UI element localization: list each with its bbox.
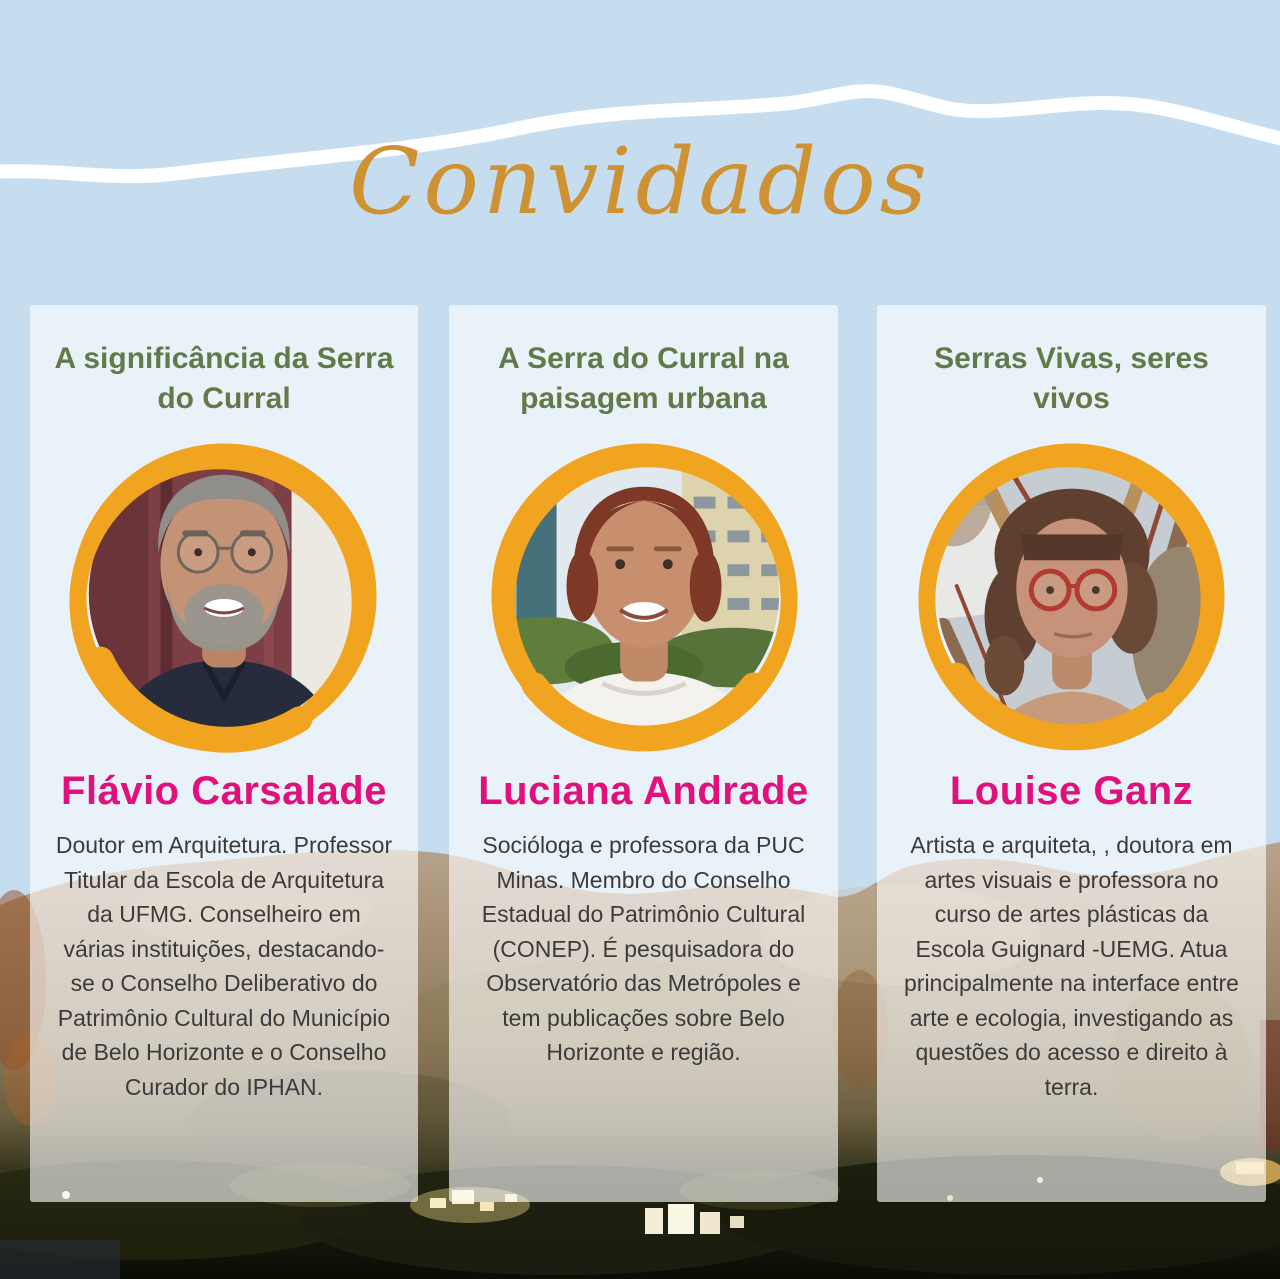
guest-name: Luciana Andrade [478, 769, 809, 813]
guest-card-luciana-andrade [449, 305, 838, 1202]
guest-bio: Artista e arquiteta, , doutora em artes visuais e professora no curso de artes plásticas da Escola Guignard -UEMG. Atua principalmente na interface entre arte e ecologia, investigando as questões do acesso e direito à terra. [904, 832, 1239, 1100]
page-title: Convidados [349, 128, 931, 235]
talk-topic: A significância da Serra do Curral [54, 342, 394, 415]
flavio-carsalade-portrait [65, 437, 383, 755]
luciana-andrade-portrait [485, 437, 803, 755]
louise-ganz-portrait [913, 437, 1231, 755]
guest-card-louise-ganz [877, 305, 1266, 1202]
talk-topic: A Serra do Curral na paisagem urbana [498, 342, 789, 415]
guest-name: Flávio Carsalade [61, 769, 387, 813]
guest-name: Louise Ganz [949, 769, 1194, 813]
guest-bio: Doutor em Arquitetura. Professor Titular da Escola de Arquitetura da UFMG. Conselheiro em várias instituições, destacando-se o Conselho Deliberativo do Patrimônio Cultural do Município de Belo Horizonte e o Conselho Curador do IPHAN. [55, 832, 393, 1100]
guest-card-flavio-carsalade [30, 305, 418, 1202]
talk-topic: Serras Vivas, seres vivos [934, 342, 1209, 415]
guest-bio: Socióloga e professora da PUC Minas. Membro do Conselho Estadual do Patrimônio Cultural (CONEP). É pesquisadora do Observatório das Metrópoles e tem publicações sobre Belo Horizonte e região. [481, 832, 806, 1065]
